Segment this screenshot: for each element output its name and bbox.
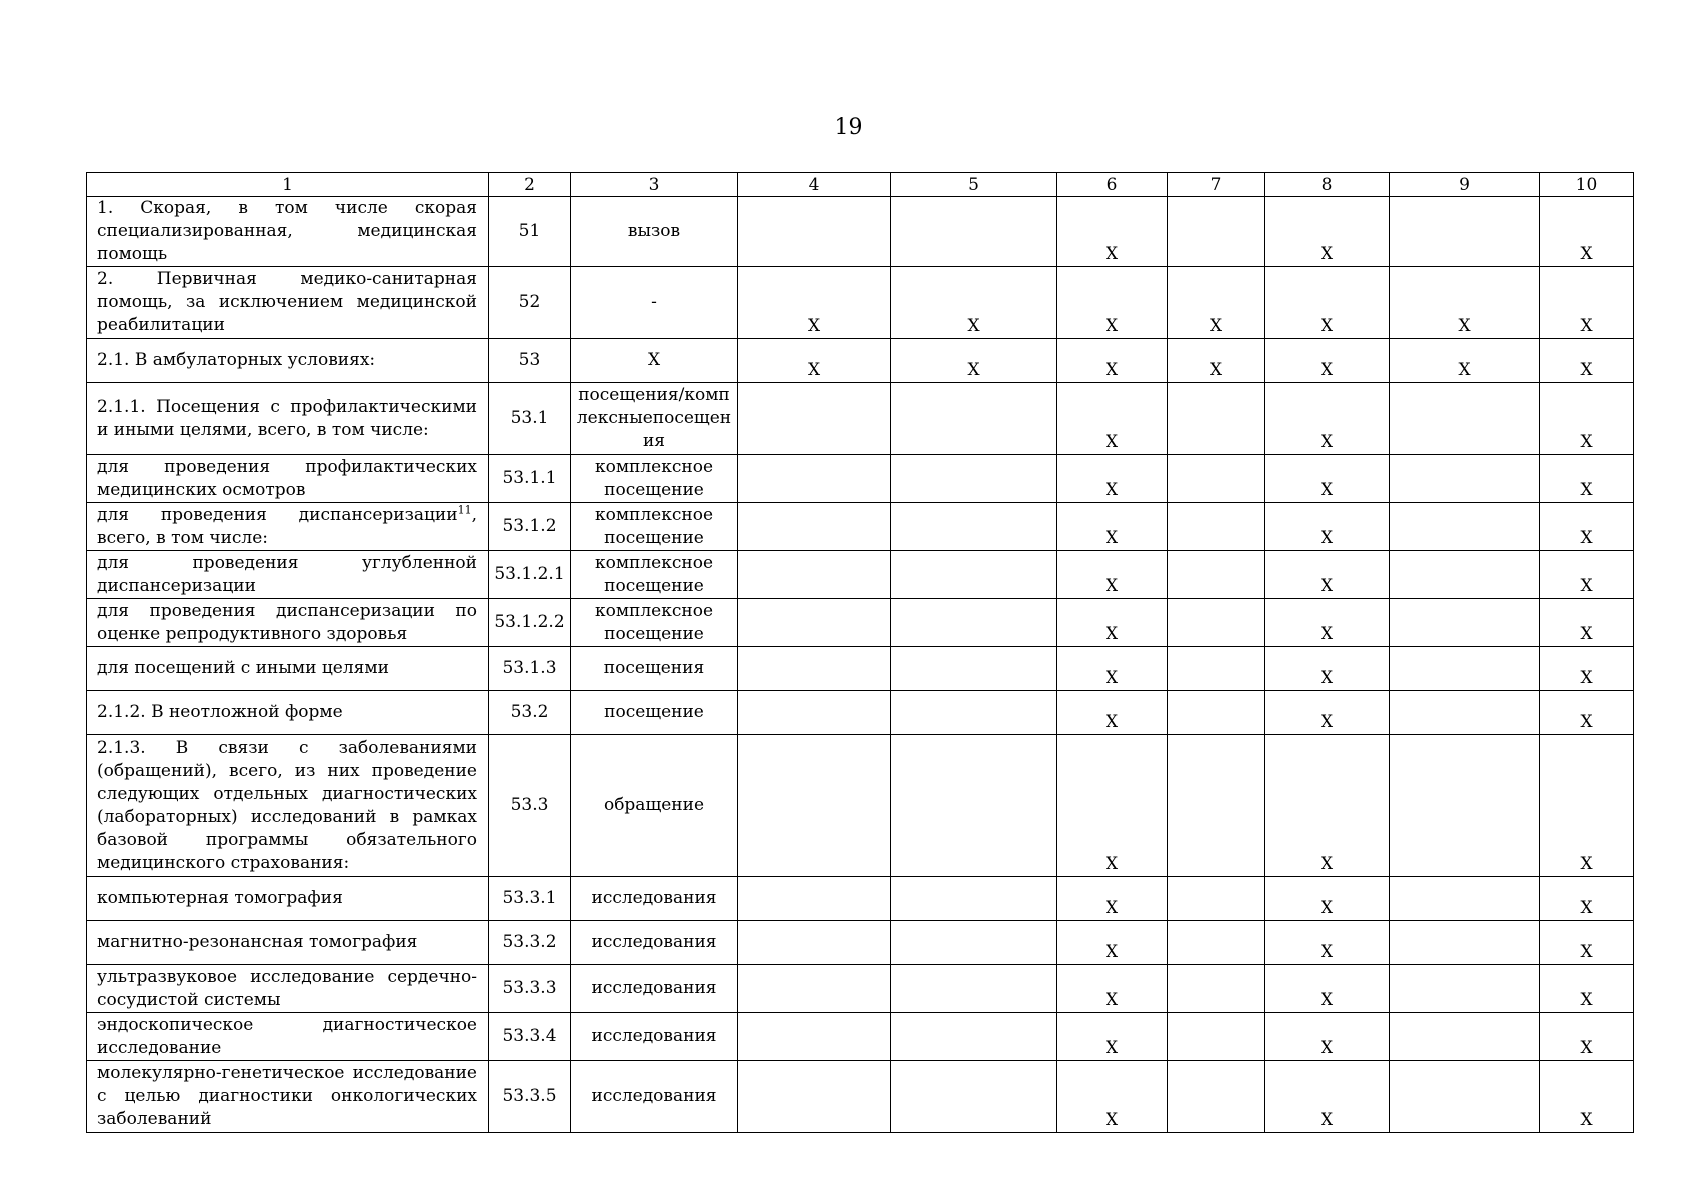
x-mark-cell: X bbox=[1265, 339, 1390, 383]
row-name bbox=[87, 455, 489, 503]
x-mark-cell: X bbox=[738, 339, 891, 383]
row-unit: исследования bbox=[571, 965, 738, 1013]
empty-cell bbox=[738, 503, 891, 551]
empty-cell bbox=[891, 921, 1057, 965]
row-code: 53.3 bbox=[489, 735, 571, 877]
row-name bbox=[87, 551, 489, 599]
column-header: 8 bbox=[1265, 173, 1390, 197]
empty-cell bbox=[1168, 599, 1265, 647]
x-mark-cell: X bbox=[1265, 647, 1390, 691]
empty-cell bbox=[738, 1061, 891, 1133]
row-name bbox=[87, 647, 489, 691]
row-name-text: эндоскопическое диагностическое исследование bbox=[97, 1014, 477, 1058]
data-table bbox=[86, 172, 1634, 1133]
x-mark-cell: X bbox=[1540, 735, 1634, 877]
row-unit: исследования bbox=[571, 1013, 738, 1061]
row-name bbox=[87, 877, 489, 921]
row-name-text: для проведения диспансеризации по оценке репродуктивного здоровья bbox=[97, 600, 477, 644]
row-name-text: 2.1.2. В неотложной форме bbox=[97, 702, 343, 722]
x-mark-cell: X bbox=[1057, 339, 1168, 383]
empty-cell bbox=[738, 551, 891, 599]
empty-cell bbox=[1390, 503, 1540, 551]
row-code: 53.3.4 bbox=[489, 1013, 571, 1061]
x-mark-cell: X bbox=[1540, 503, 1634, 551]
row-name bbox=[87, 383, 489, 455]
empty-cell bbox=[738, 691, 891, 735]
column-header: 9 bbox=[1390, 173, 1540, 197]
empty-cell bbox=[891, 1061, 1057, 1133]
empty-cell bbox=[738, 197, 891, 267]
empty-cell bbox=[1390, 383, 1540, 455]
row-unit: посещения/ком​плексные​посещения bbox=[571, 383, 738, 455]
empty-cell bbox=[738, 647, 891, 691]
empty-cell bbox=[1168, 551, 1265, 599]
empty-cell bbox=[891, 599, 1057, 647]
row-name bbox=[87, 1013, 489, 1061]
empty-cell bbox=[1168, 455, 1265, 503]
empty-cell bbox=[1390, 599, 1540, 647]
empty-cell bbox=[891, 965, 1057, 1013]
empty-cell bbox=[738, 455, 891, 503]
x-mark-cell: X bbox=[1057, 551, 1168, 599]
x-mark-cell: X bbox=[1057, 1061, 1168, 1133]
empty-cell bbox=[1168, 383, 1265, 455]
table-row bbox=[87, 383, 1634, 455]
empty-cell bbox=[1168, 965, 1265, 1013]
empty-cell bbox=[1390, 735, 1540, 877]
empty-cell bbox=[1168, 921, 1265, 965]
row-unit: комплексное посещение bbox=[571, 551, 738, 599]
empty-cell bbox=[891, 647, 1057, 691]
page-number: 19 bbox=[834, 115, 863, 140]
row-unit: посещение bbox=[571, 691, 738, 735]
x-mark-cell: X bbox=[1265, 267, 1390, 339]
row-name bbox=[87, 921, 489, 965]
row-name bbox=[87, 691, 489, 735]
row-code: 51 bbox=[489, 197, 571, 267]
x-mark-cell: X bbox=[1265, 197, 1390, 267]
row-unit: исследования bbox=[571, 877, 738, 921]
empty-cell bbox=[891, 455, 1057, 503]
row-name-tail: , всего, в том числе: bbox=[97, 504, 477, 548]
row-code: 53.3.2 bbox=[489, 921, 571, 965]
x-mark-cell: X bbox=[1390, 267, 1540, 339]
column-header: 6 bbox=[1057, 173, 1168, 197]
empty-cell bbox=[1390, 1061, 1540, 1133]
x-mark-cell: X bbox=[1265, 735, 1390, 877]
empty-cell bbox=[1390, 647, 1540, 691]
empty-cell bbox=[1390, 1013, 1540, 1061]
row-code: 53.1 bbox=[489, 383, 571, 455]
x-mark-cell: X bbox=[891, 339, 1057, 383]
empty-cell bbox=[1390, 551, 1540, 599]
x-mark-cell: X bbox=[891, 267, 1057, 339]
x-mark-cell: X bbox=[1265, 921, 1390, 965]
table-row bbox=[87, 197, 1634, 267]
table-row bbox=[87, 921, 1634, 965]
row-unit: комплексное посещение bbox=[571, 599, 738, 647]
x-mark-cell: X bbox=[1057, 267, 1168, 339]
row-code: 53.3.5 bbox=[489, 1061, 571, 1133]
x-mark-cell: X bbox=[1540, 551, 1634, 599]
row-unit: комплексное посещение bbox=[571, 503, 738, 551]
row-name-text: молекулярно-генетическое исследование с целью диагностики онкологических заболеваний bbox=[97, 1063, 477, 1129]
empty-cell bbox=[738, 877, 891, 921]
row-name bbox=[87, 503, 489, 551]
x-mark-cell: X bbox=[1265, 965, 1390, 1013]
row-name bbox=[87, 197, 489, 267]
table-row bbox=[87, 1013, 1634, 1061]
empty-cell bbox=[891, 383, 1057, 455]
empty-cell bbox=[738, 921, 891, 965]
x-mark-cell: X bbox=[1265, 877, 1390, 921]
x-mark-cell: X bbox=[1057, 1013, 1168, 1061]
empty-cell bbox=[891, 551, 1057, 599]
x-mark-cell: X bbox=[1390, 339, 1540, 383]
empty-cell bbox=[738, 1013, 891, 1061]
table-row bbox=[87, 455, 1634, 503]
empty-cell bbox=[1168, 691, 1265, 735]
x-mark-cell: X bbox=[1265, 551, 1390, 599]
empty-cell bbox=[1390, 877, 1540, 921]
column-number-row bbox=[87, 173, 1634, 197]
x-mark-cell: X bbox=[1057, 965, 1168, 1013]
row-name-text: 1. Скорая, в том числе скорая специализированная, медицинская помощь bbox=[97, 198, 477, 264]
empty-cell bbox=[1168, 877, 1265, 921]
row-unit: - bbox=[571, 267, 738, 339]
row-name-text: магнитно-резонансная томография bbox=[97, 932, 418, 952]
row-unit: вызов bbox=[571, 197, 738, 267]
x-mark-cell: X bbox=[1265, 1061, 1390, 1133]
empty-cell bbox=[891, 1013, 1057, 1061]
row-code: 53.3.3 bbox=[489, 965, 571, 1013]
x-mark-cell: X bbox=[1057, 877, 1168, 921]
x-mark-cell: X bbox=[1540, 383, 1634, 455]
row-name-text: ультразвуковое исследование сердечно-сосудистой системы bbox=[97, 966, 477, 1010]
row-code: 53.1.3 bbox=[489, 647, 571, 691]
x-mark-cell: X bbox=[1265, 455, 1390, 503]
x-mark-cell: X bbox=[1057, 383, 1168, 455]
empty-cell bbox=[738, 735, 891, 877]
empty-cell bbox=[738, 383, 891, 455]
x-mark-cell: X bbox=[1265, 1013, 1390, 1061]
empty-cell bbox=[1168, 1013, 1265, 1061]
x-mark-cell: X bbox=[1265, 599, 1390, 647]
column-header: 3 bbox=[571, 173, 738, 197]
x-mark-cell: X bbox=[1265, 691, 1390, 735]
row-name bbox=[87, 599, 489, 647]
row-name-text: для проведения профилактических медицинских осмотров bbox=[97, 456, 477, 500]
row-name-text: 2.1. В амбулаторных условиях: bbox=[97, 350, 376, 370]
x-mark-cell: X bbox=[1057, 455, 1168, 503]
row-code: 53.2 bbox=[489, 691, 571, 735]
column-header: 10 bbox=[1540, 173, 1634, 197]
x-mark-cell: X bbox=[1540, 1061, 1634, 1133]
table-row bbox=[87, 599, 1634, 647]
empty-cell bbox=[891, 691, 1057, 735]
x-mark-cell: X bbox=[1265, 503, 1390, 551]
empty-cell bbox=[1390, 921, 1540, 965]
x-mark-cell: X bbox=[738, 267, 891, 339]
x-mark-cell: X bbox=[1057, 735, 1168, 877]
table-row bbox=[87, 267, 1634, 339]
empty-cell bbox=[891, 877, 1057, 921]
row-unit: исследования bbox=[571, 1061, 738, 1133]
row-name-text: для проведения диспансеризации bbox=[97, 504, 458, 525]
table-row bbox=[87, 503, 1634, 551]
empty-cell bbox=[891, 197, 1057, 267]
row-unit: обращение bbox=[571, 735, 738, 877]
empty-cell bbox=[1168, 647, 1265, 691]
row-name-text: для проведения углубленной диспансеризации bbox=[97, 552, 477, 596]
table-row bbox=[87, 691, 1634, 735]
column-header: 5 bbox=[891, 173, 1057, 197]
empty-cell bbox=[1168, 503, 1265, 551]
row-code: 53.3.1 bbox=[489, 877, 571, 921]
table-row bbox=[87, 735, 1634, 877]
empty-cell bbox=[1168, 197, 1265, 267]
table-row bbox=[87, 877, 1634, 921]
empty-cell bbox=[738, 599, 891, 647]
row-name-text: для посещений с иными целями bbox=[97, 658, 389, 678]
x-mark-cell: X bbox=[1540, 1013, 1634, 1061]
row-unit: посещения bbox=[571, 647, 738, 691]
row-unit: исследования bbox=[571, 921, 738, 965]
row-unit: комплексное посещение bbox=[571, 455, 738, 503]
x-mark-cell: X bbox=[1540, 267, 1634, 339]
empty-cell bbox=[891, 503, 1057, 551]
table-row bbox=[87, 1061, 1634, 1133]
empty-cell bbox=[738, 965, 891, 1013]
column-header: 1 bbox=[87, 173, 489, 197]
x-mark-cell: X bbox=[1057, 691, 1168, 735]
empty-cell bbox=[1390, 691, 1540, 735]
empty-cell bbox=[1168, 1061, 1265, 1133]
row-name bbox=[87, 735, 489, 877]
table-row bbox=[87, 551, 1634, 599]
x-mark-cell: X bbox=[1540, 197, 1634, 267]
row-code: 53 bbox=[489, 339, 571, 383]
empty-cell bbox=[1390, 455, 1540, 503]
row-name bbox=[87, 1061, 489, 1133]
x-mark-cell: X bbox=[1540, 455, 1634, 503]
row-code: 53.1.2 bbox=[489, 503, 571, 551]
column-header: 7 bbox=[1168, 173, 1265, 197]
row-unit: X bbox=[571, 339, 738, 383]
empty-cell bbox=[1168, 735, 1265, 877]
row-name-text: 2. Первичная медико-санитарная помощь, за исключением медицинской реабилитации bbox=[97, 269, 477, 335]
row-code: 53.1.1 bbox=[489, 455, 571, 503]
column-header: 4 bbox=[738, 173, 891, 197]
x-mark-cell: X bbox=[1540, 647, 1634, 691]
table-row bbox=[87, 965, 1634, 1013]
table-row bbox=[87, 339, 1634, 383]
x-mark-cell: X bbox=[1540, 691, 1634, 735]
x-mark-cell: X bbox=[1540, 921, 1634, 965]
x-mark-cell: X bbox=[1168, 339, 1265, 383]
row-code: 53.1.2.​2 bbox=[489, 599, 571, 647]
x-mark-cell: X bbox=[1057, 599, 1168, 647]
x-mark-cell: X bbox=[1540, 339, 1634, 383]
x-mark-cell: X bbox=[1265, 383, 1390, 455]
x-mark-cell: X bbox=[1057, 503, 1168, 551]
empty-cell bbox=[1390, 965, 1540, 1013]
row-name bbox=[87, 339, 489, 383]
column-header: 2 bbox=[489, 173, 571, 197]
row-code: 53.1.2.​1 bbox=[489, 551, 571, 599]
row-name bbox=[87, 965, 489, 1013]
row-name-text: 2.1.1. Посещения с профилактическими и иными целями, всего, в том числе: bbox=[97, 396, 477, 440]
x-mark-cell: X bbox=[1168, 267, 1265, 339]
empty-cell bbox=[891, 735, 1057, 877]
x-mark-cell: X bbox=[1540, 599, 1634, 647]
x-mark-cell: X bbox=[1540, 877, 1634, 921]
x-mark-cell: X bbox=[1057, 921, 1168, 965]
x-mark-cell: X bbox=[1540, 965, 1634, 1013]
footnote-mark: 11 bbox=[457, 502, 472, 516]
x-mark-cell: X bbox=[1057, 647, 1168, 691]
row-name bbox=[87, 267, 489, 339]
table-row bbox=[87, 647, 1634, 691]
row-name-text: компьютерная томография bbox=[97, 888, 343, 908]
row-name-text: 2.1.3. В связи с заболеваниями (обращений), всего, из них проведение следующих отдельных диагностических (лабораторных) исследований в рамках базовой программы обязательного медицинского страхования: bbox=[97, 737, 477, 873]
empty-cell bbox=[1390, 197, 1540, 267]
x-mark-cell: X bbox=[1057, 197, 1168, 267]
row-code: 52 bbox=[489, 267, 571, 339]
